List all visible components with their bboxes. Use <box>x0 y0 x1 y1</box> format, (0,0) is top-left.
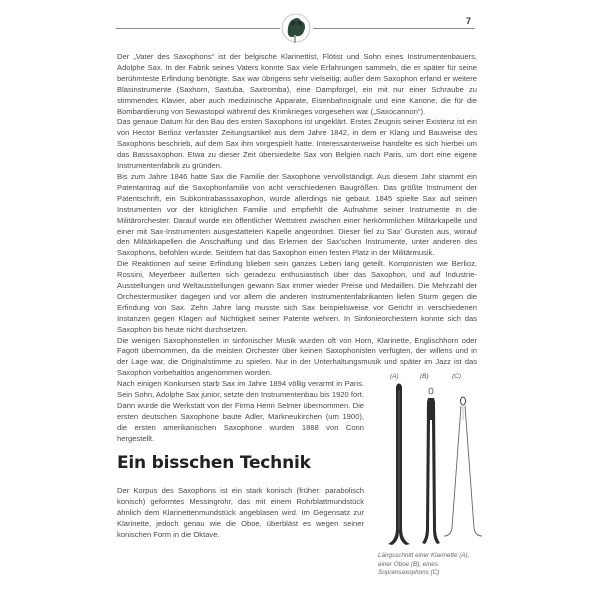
page-number: 7 <box>466 16 472 26</box>
paragraph-datum-erster-saxophon: Das genaue Datum für den Bau des ersten Saxophons ist ungeklärt. Erstes Zeugnis seiner Existenz ist ein von Hector Berlioz verfasster Zeitungsartikel aus dem Jahre 1842, in dem er Klang und Bauweise des Saxophons beschrieb, auf dem Sax ihm vorgespielt hatte. Interessanterweise handelte es sich hierbei um das Basssaxophon. Etwa zu dieser Zeit übersiedelte Sax von Belgien nach Paris, um dort eine eigene Instrumentenfabrik zu gründen. <box>117 117 477 171</box>
figure-label-c: (C) <box>452 373 462 380</box>
paragraph-familie-saxophone: Bis zum Jahre 1846 hatte Sax die Familie der Saxophone vervollständigt. Aus diesem Jahr stammt ein Patentantrag auf die Saxophonfamilie von acht verschiedenen Baugrößen. Das größte Instrument der Patentschrift, ein Subkontrabasssaxophon, wurde allerdings nie gebaut. 1845 spielte Sax auf seinen Instrumenten vor der königlichen Familie und empfiehlt die Aufnahme seiner Instrumente in die Militärorchester. Darauf wurde ein öffentlicher Wettstreit zwischen einer herkömmlichen Militärkapelle und einer mit Sax-Instrumenten ausgestatteten Kapelle angeordnet. Dieser fiel zu Sax’ Gunsten aus, worauf den Militärkapellen die Anschaffung und das Erlernen der Sax’schen Instrumente, unter anderen des Saxophons, befohlen wurde. Seitdem hat das Saxophon einen festen Platz in der Militärmusik. <box>117 171 477 258</box>
section-heading: Ein bisschen Technik <box>117 453 311 473</box>
paragraph-reaktionen: Die Reaktionen auf seine Erfindung blieben sein ganzes Leben lang geteilt. Komponisten wie Berlioz, Rossini, Meyerbeer äußerten sich geradezu enthusiastisch über das Saxophon, und auf Industrie-Ausstellungen und Weltausstellungen gewann Sax immer wieder Preise und Medaillen. Die Mehrzahl der Orchestermusiker dagegen und vor allem die anderen Instrumentenfabrikanten liefen Sturm gegen die Erfindung von Sax. Zehn Jahre lang musste sich Sax beispielsweise vor Gericht in verschiedenen Instanzen gegen Klagen auf Nichtigkeit seiner Patente wehren. In Sinfonieorchestern konnte sich das Saxophon bis heute nicht durchsetzen. <box>117 259 477 334</box>
saxophone-player-emblem-icon <box>279 12 313 46</box>
header-rule-left <box>116 28 280 29</box>
paragraph-vater-des-saxophons: Der „Vater des Saxophons“ ist der belgische Klarinettist, Flötist und Sohn eines Instrumentenbauers, Adolphe Sax. In der Fabrik seines Vaters konnte Sax viele Erfahrungen sammeln, die er später für seine berühmteste Erfindung benötigte. Sax war übrigens sehr vielseitig: außer dem Saxophon erfand er weitere Blasinstrumente (Saxhorn, Saxtuba, Saxtromba), eine Dampforgel, ein mit nur einer Schraube zu stimmendes Klavier, aber auch medizinische Apparate, Eisenbahnsignale und eine Kanone, die für die Bombardierung von Sewastopol während des Krimkrieges vorgesehen war („Saxocannon“). <box>117 52 477 116</box>
header-rule-right <box>313 28 475 29</box>
figure-caption: Längsschnitt einer Klarinette (A), einer Oboe (B), eines Sopransaxophons (C) <box>378 552 470 576</box>
narrow-text-block <box>117 379 364 444</box>
main-text-block <box>117 52 477 379</box>
paragraph-technik: Der Korpus des Saxophons ist ein stark konisch (früher: parabolisch konisch) geformtes Messingrohr, das mit einem Rohrblattmundstück ähnlich dem Klarinettenmundstück angeblasen wird. Im Gegensatz zur Klarinette, jedoch genau wie die Oboe, überbläst es wegen seiner konischen Form in die Oktave. <box>117 486 364 539</box>
paragraph-konkurse: Nach einigen Konkursen starb Sax im Jahre 1894 völlig verarmt in Paris. Sein Sohn, Adolphe Sax junior, setzte den Instrumentenbau bis 1920 fort. Dann wurde die Werkstatt von der Firma Henri Selmer übernommen. Die ersten deutschen Saxophone baute Adler, Markneukirchen (um 1900), die ersten amerikanischen Saxophone wurden 1888 von Conn hergestellt. <box>117 379 364 443</box>
figure-label-a: (A) <box>390 373 399 380</box>
figure-label-b: (B) <box>420 373 429 380</box>
paragraph-saxophonstellen: Die wenigen Saxophonstellen in sinfonischer Musik wurden oft von Horn, Klarinette, Englischhorn oder Fagott übernommen, da die meisten Orchester über keinen Saxophonisten verfügten, der willens und in der Lage war, die Originalstimme zu spielen. Nur in der Unterhaltungsmusik und später im Jazz ist das Saxophon vorbehaltlos angenommen worden. <box>117 335 477 378</box>
